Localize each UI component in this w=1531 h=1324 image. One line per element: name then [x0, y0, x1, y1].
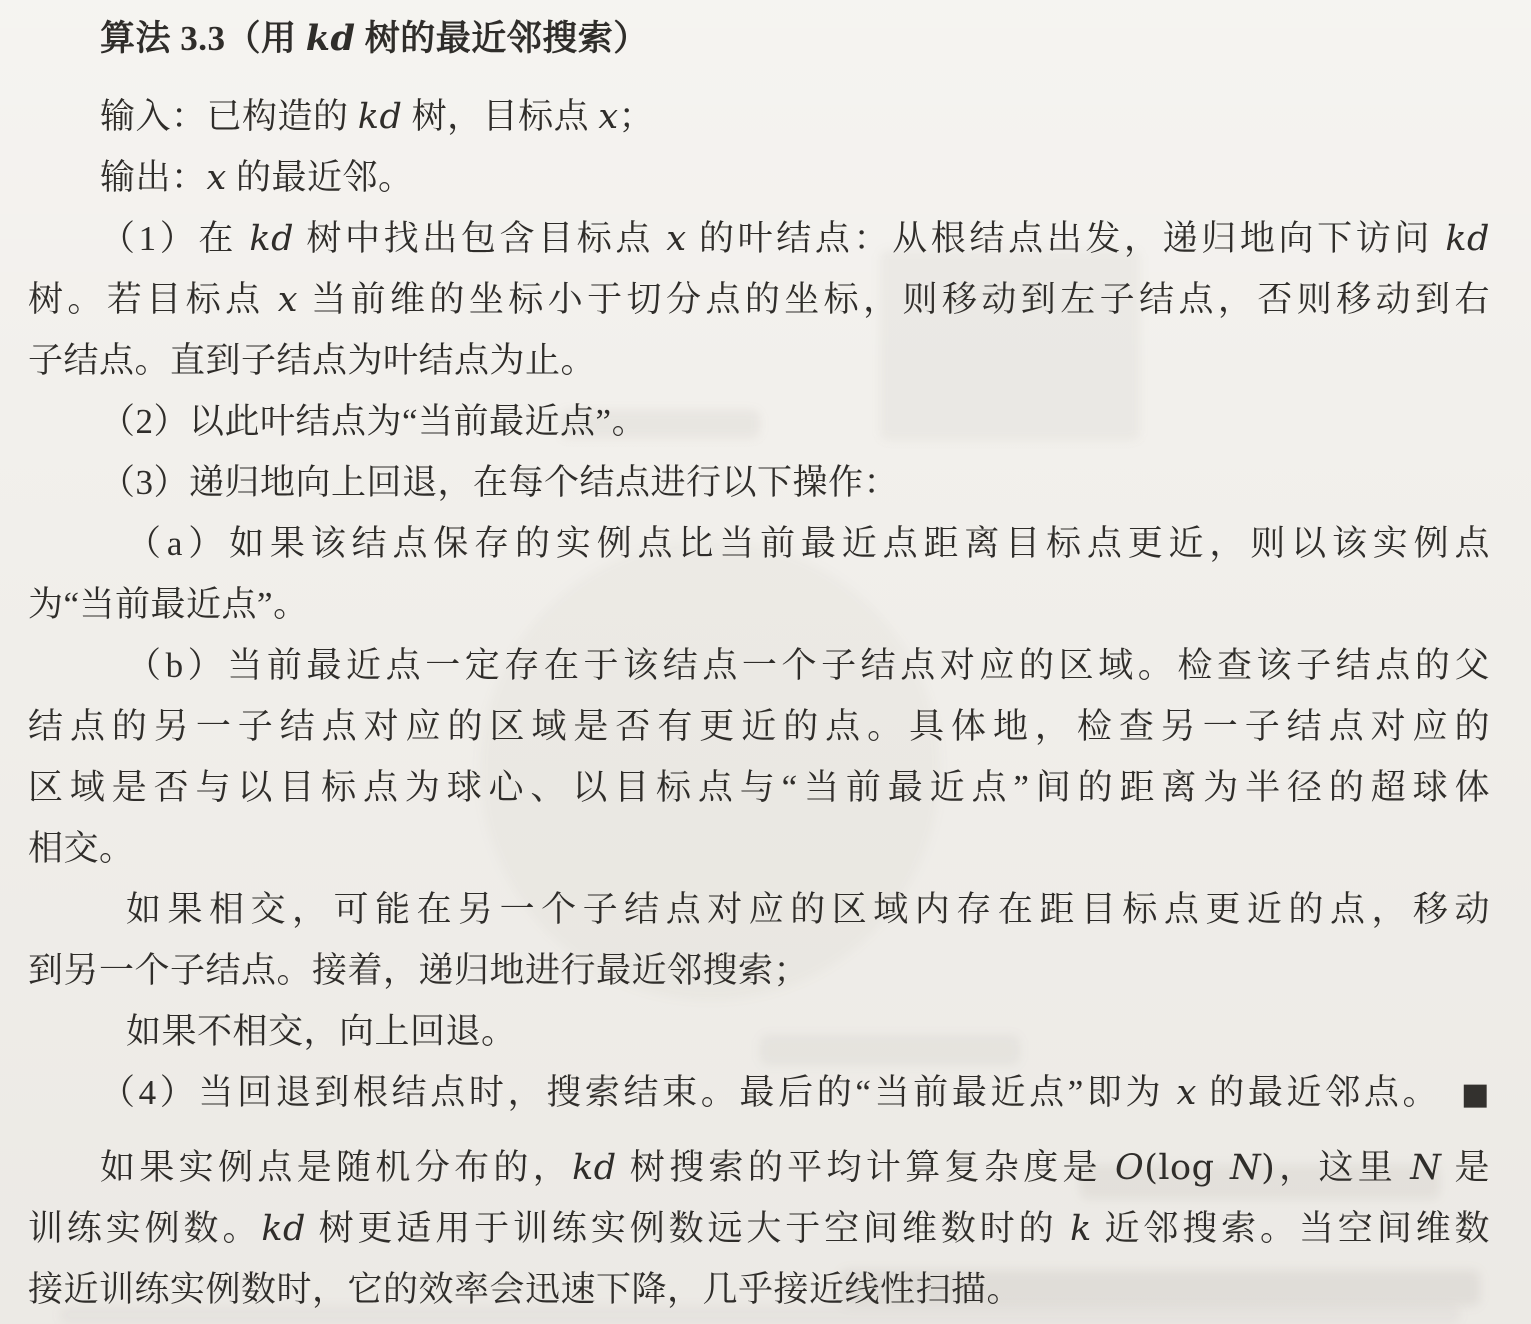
text-segment: 输入：已构造的	[100, 97, 358, 136]
step-1-line-1	[28, 208, 1490, 269]
text-segment: （b）当前最近点一定存在于该结点一个子结点对应的区域。检查该子结点的父	[126, 646, 1490, 685]
step-3b-line-2	[28, 696, 1490, 757]
text-segment: （3）递归地向上回退，在每个结点进行以下操作：	[100, 463, 900, 502]
text-segment: 的最近邻点。	[1196, 1073, 1442, 1112]
text-segment: 到另一个子结点。接着，递归地进行最近邻搜索；	[28, 951, 810, 990]
text-segment: ，这里	[1275, 1148, 1411, 1187]
algorithm-text-block	[28, 8, 1490, 1320]
math-expression: kd	[572, 1148, 617, 1188]
text-segment: 树的最近邻搜索）	[355, 19, 649, 58]
text-segment: 接近训练实例数时，它的效率会迅速下降，几乎接近线性扫描。	[28, 1270, 1023, 1309]
text-segment: 树，目标点	[402, 97, 599, 136]
math-expression: (log	[1144, 1148, 1230, 1188]
text-segment: 区域是否与以目标点为球心、以目标点与“当前最近点”间的距离为半径的超球体	[28, 768, 1490, 807]
qed-square-marker: ■	[1461, 1077, 1490, 1112]
text-segment: 当前维的坐标小于切分点的坐标，则移动到左子结点，否则移动到右	[297, 280, 1490, 319]
step-2-line	[28, 391, 1490, 452]
text-segment: （a）如果该结点保存的实例点比当前最近点距离目标点更近，则以该实例点	[126, 524, 1490, 563]
text-segment: 训练实例数。	[28, 1209, 262, 1248]
math-expression: N	[1230, 1148, 1262, 1188]
step-3b-intersect-line-1	[28, 879, 1490, 940]
text-segment: 如果实例点是随机分布的，	[100, 1148, 573, 1187]
step-1-line-2	[28, 269, 1490, 330]
output-line	[28, 147, 1490, 208]
step-4-line	[28, 1062, 1490, 1123]
step-3b-line-3	[28, 757, 1490, 818]
step-3b-no-intersect-line	[28, 1001, 1490, 1062]
text-segment: 的叶结点：从根结点出发，递归地向下访问	[686, 219, 1446, 258]
math-expression: O	[1115, 1148, 1145, 1188]
text-segment: 树。若目标点	[28, 280, 278, 319]
text-segment: 结点的另一子结点对应的区域是否有更近的点。具体地，检查另一子结点对应的	[28, 707, 1490, 746]
text-segment: 算法 3.3（用	[100, 19, 306, 58]
text-segment: （2）以此叶结点为“当前最近点”。	[100, 402, 648, 441]
math-expression: kd	[305, 18, 356, 59]
text-segment: 为“当前最近点”。	[28, 585, 309, 624]
text-segment: 相交。	[28, 829, 135, 868]
text-segment: 树搜索的平均计算复杂度是	[616, 1148, 1115, 1187]
step-3a-line-2	[28, 574, 1490, 635]
input-line	[28, 86, 1490, 147]
math-expression: N	[1410, 1148, 1442, 1188]
math-expression: kd	[261, 1209, 306, 1249]
math-expression: x	[1176, 1073, 1197, 1113]
text-segment: 近邻搜索。当空间维数	[1091, 1209, 1490, 1248]
step-3b-line-1	[28, 635, 1490, 696]
closing-para-line-2	[28, 1198, 1490, 1259]
math-expression: x	[598, 97, 619, 137]
text-segment: 如果不相交，向上回退。	[126, 1012, 517, 1051]
math-expression: x	[206, 158, 227, 198]
math-expression: kd	[249, 219, 295, 259]
step-3a-line-1	[28, 513, 1490, 574]
step-3-line	[28, 452, 1490, 513]
text-segment: 树中找出包含目标点	[294, 219, 667, 258]
math-expression: kd	[1445, 219, 1490, 259]
step-1-line-3	[28, 330, 1490, 391]
math-expression: x	[277, 280, 298, 320]
text-segment: 的最近邻。	[226, 158, 414, 197]
algorithm-heading	[28, 8, 1490, 69]
text-segment: 树更适用于训练实例数远大于空间维数时的	[305, 1209, 1071, 1248]
text-segment: （1）在	[100, 219, 250, 258]
text-segment: 输出：	[100, 158, 207, 197]
step-3b-intersect-line-2	[28, 940, 1490, 1001]
text-segment: 如果相交，可能在另一个子结点对应的区域内存在距目标点更近的点，移动	[126, 890, 1490, 929]
step-3b-line-4	[28, 818, 1490, 879]
closing-para-line-1	[28, 1137, 1490, 1198]
closing-para-line-3	[28, 1259, 1490, 1320]
math-expression: kd	[357, 97, 403, 137]
text-segment: 是	[1441, 1148, 1490, 1187]
text-segment: （4）当回退到根结点时，搜索结束。最后的“当前最近点”即为	[100, 1073, 1177, 1112]
math-expression: x	[666, 219, 687, 259]
math-expression: k	[1070, 1209, 1092, 1249]
text-segment: 子结点。直到子结点为叶结点为止。	[28, 341, 597, 380]
math-expression: )	[1261, 1148, 1276, 1188]
text-segment: ；	[618, 97, 655, 136]
